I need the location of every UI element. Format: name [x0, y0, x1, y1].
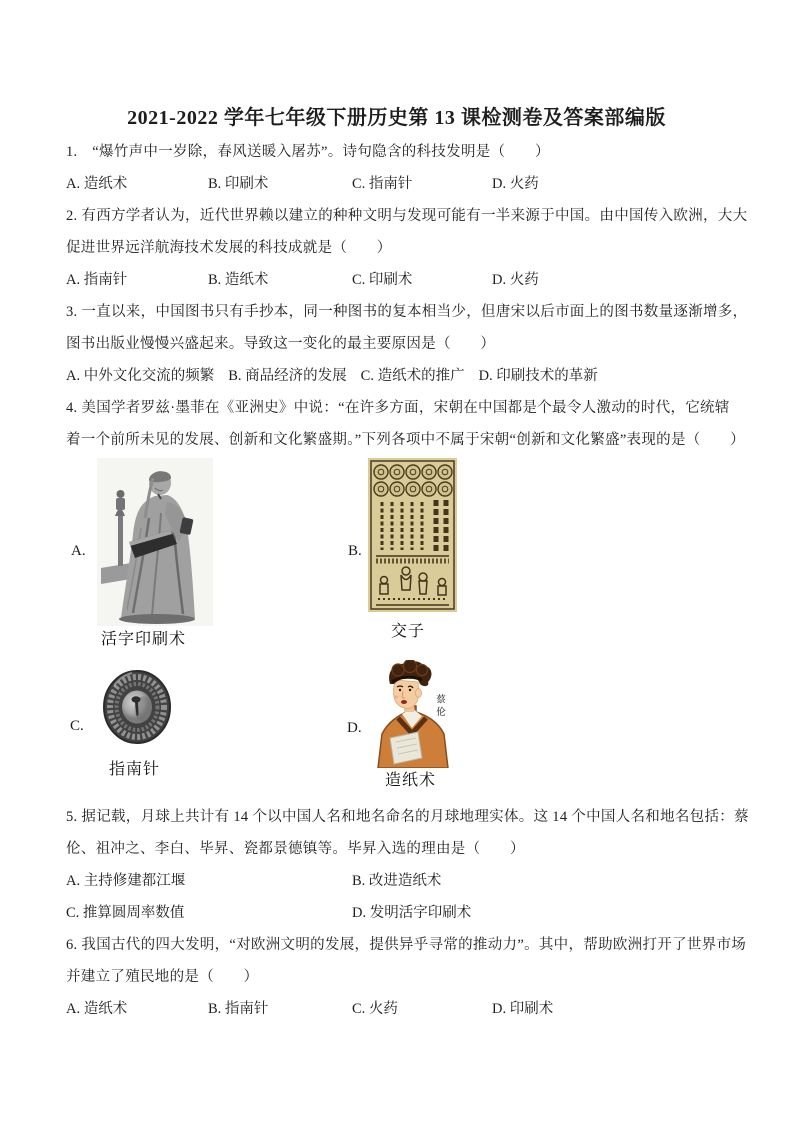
question-5-option-c: C. 推算圆周率数值 — [66, 905, 185, 921]
question-2-option-a: A. 指南针 — [66, 272, 128, 288]
question-4-figure-options — [0, 456, 793, 801]
question-2 — [66, 200, 773, 296]
question-3-option-c: C. 造纸术的推广 — [360, 368, 465, 384]
question-5-stem-line-2: 伦、祖冲之、李白、毕昇、瓷都景德镇等。毕昇入选的理由是（ ） — [66, 841, 525, 857]
question-6-stem-line-1: 6. 我国古代的四大发明，“对欧洲文明的发展，提供异乎寻常的推动力”。其中，帮助欧洲打开了世界市场 — [66, 937, 747, 953]
question-1-option-a: A. 造纸术 — [66, 176, 128, 192]
question-2-stem-line-2: 促进世界远洋航海技术发展的科技成就是（ ） — [66, 240, 392, 256]
question-1-stem: 1. “爆竹声中一岁除，春风送暖入屠苏”。诗句隐含的科技发明是（ ） — [66, 144, 550, 160]
question-3-options — [66, 360, 773, 392]
question-1 — [66, 136, 773, 200]
figure-d-label: D. — [347, 720, 362, 736]
figure-c-caption: 指南针 — [109, 761, 161, 778]
question-5-options-row-1 — [66, 865, 773, 897]
question-6 — [66, 929, 773, 1025]
figure-c-label: C. — [70, 718, 84, 734]
compass-disc-graphic — [102, 668, 172, 746]
question-5-stem-line-1: 5. 据记载，月球上共计有 14 个以中国人名和地名命名的月球地理实体。这 14 个中国人名和地名包括：蔡 — [66, 809, 749, 825]
figure-a-label: A. — [71, 543, 86, 559]
question-5-option-a: A. 主持修建都江堰 — [66, 873, 186, 889]
compass-disc-image — [102, 668, 172, 746]
bisheng-statue-graphic — [97, 458, 213, 626]
cailun-name-annotation: 蔡伦 — [434, 694, 444, 719]
question-5-options-row-2 — [66, 897, 773, 929]
question-3 — [66, 296, 773, 392]
figure-b-caption: 交子 — [391, 623, 426, 640]
question-1-option-c: C. 指南针 — [352, 176, 413, 192]
jiaozi-banknote-image — [368, 458, 457, 612]
question-1-option-d: D. 火药 — [492, 176, 539, 192]
question-3-option-a: A. 中外文化交流的频繁 — [66, 368, 215, 384]
question-6-option-a: A. 造纸术 — [66, 1001, 128, 1017]
question-2-option-b: B. 造纸术 — [208, 272, 269, 288]
question-2-option-d: D. 火药 — [492, 272, 539, 288]
question-4-stem-line-1: 4. 美国学者罗兹·墨菲在《亚洲史》中说：“在许多方面，宋朝在中国都是个最令人激动的时代，它统辖 — [66, 400, 730, 416]
question-6-option-d: D. 印刷术 — [492, 1001, 554, 1017]
question-6-option-c: C. 火药 — [352, 1001, 398, 1017]
question-5 — [66, 801, 773, 929]
figure-d-caption: 造纸术 — [385, 772, 437, 789]
cailun-portrait-graphic — [376, 660, 464, 768]
question-1-options — [66, 168, 773, 200]
question-4 — [66, 392, 773, 456]
question-6-stem-line-2: 并建立了殖民地的是（ ） — [66, 969, 259, 985]
page-title: 2021-2022 学年七年级下册历史第 13 课检测卷及答案部编版 — [127, 107, 666, 129]
question-5-option-b: B. 改进造纸术 — [352, 873, 442, 889]
question-4-stem-line-2: 着一个前所未见的发展、创新和文化繁盛期。”下列各项中不属于宋朝“创新和文化繁盛”表现的是（ ） — [66, 432, 745, 448]
question-3-option-b: B. 商品经济的发展 — [228, 368, 347, 384]
questions-area — [0, 136, 793, 1025]
question-2-options — [66, 264, 773, 296]
question-5-option-d: D. 发明活字印刷术 — [352, 905, 472, 921]
figure-a-caption: 活字印刷术 — [101, 631, 187, 648]
question-1-option-b: B. 印刷术 — [208, 176, 269, 192]
question-2-option-c: C. 印刷术 — [352, 272, 413, 288]
question-3-stem-line-1: 3. 一直以来，中国图书只有手抄本，同一种图书的复本相当少，但唐宋以后市面上的图书数量逐渐增多， — [66, 304, 748, 320]
question-3-option-d: D. 印刷技术的革新 — [478, 368, 598, 384]
bisheng-statue-image — [97, 458, 213, 626]
question-6-options — [66, 993, 773, 1025]
question-2-stem-line-1: 2. 有西方学者认为，近代世界赖以建立的种种文明与发现可能有一半来源于中国。由中国传入欧洲，大大 — [66, 208, 748, 224]
question-3-stem-line-2: 图书出版业慢慢兴盛起来。导致这一变化的最主要原因是（ ） — [66, 336, 496, 352]
figure-b-label: B. — [348, 543, 362, 559]
cailun-portrait-image — [376, 660, 464, 768]
question-6-option-b: B. 指南针 — [208, 1001, 269, 1017]
jiaozi-banknote-graphic — [368, 458, 457, 612]
